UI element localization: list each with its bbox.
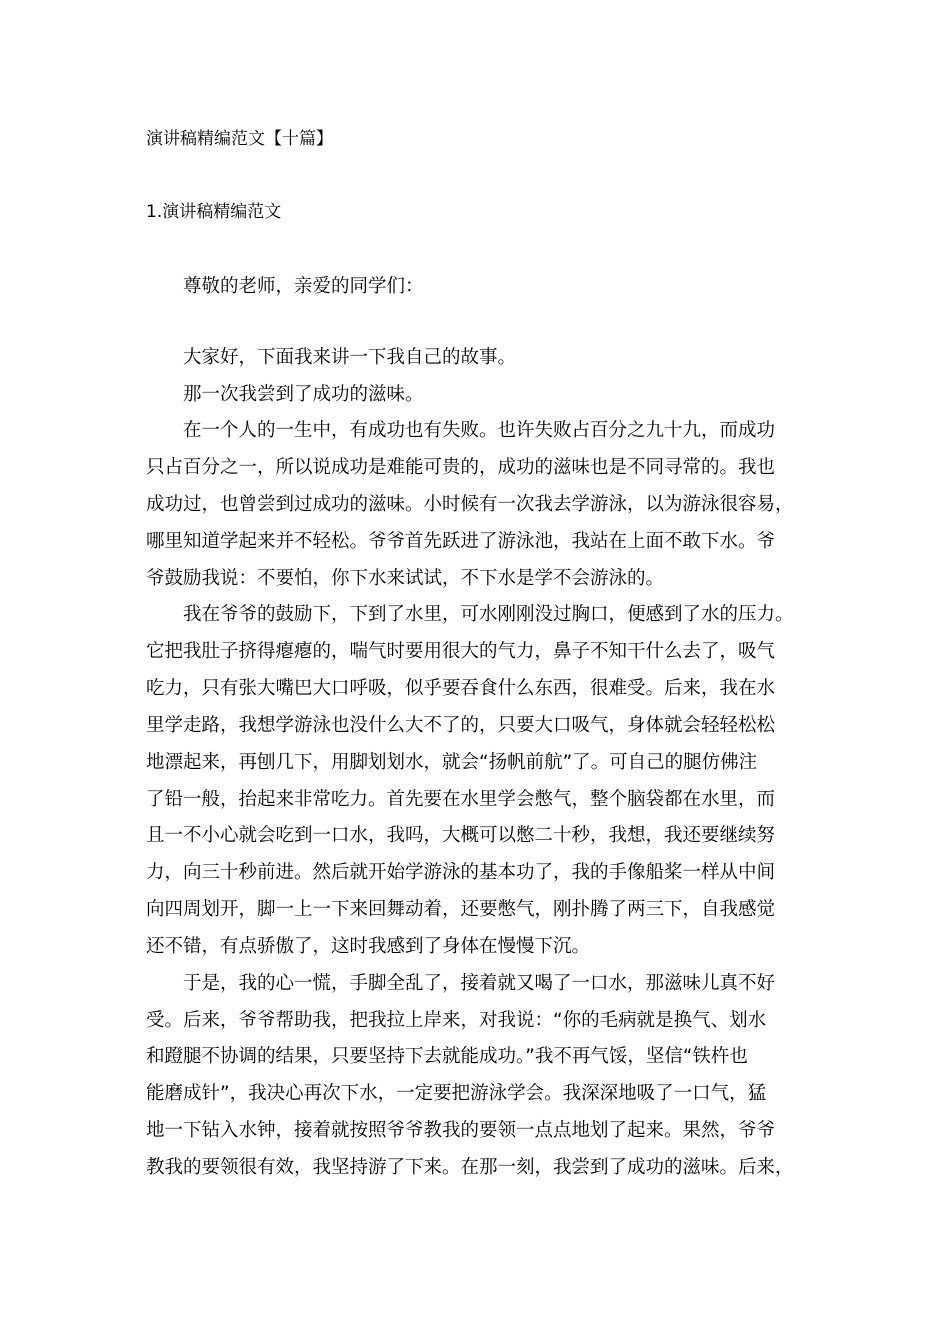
paragraph-line: 且一不小心就会吃到一口水，我吗，大概可以憋二十秒，我想，我还要继续努	[146, 825, 776, 846]
paragraph-line: 里学走路，我想学游泳也没什么大不了的，只要大口吸气，身体就会轻轻松松	[146, 715, 776, 736]
paragraph-line: 在一个人的一生中，有成功也有失败。也许失败占百分之九十九，而成功	[183, 420, 776, 441]
paragraph-line: 大家好，下面我来讲一下我自己的故事。	[183, 347, 517, 368]
paragraph-line: 那一次我尝到了成功的滋味。	[183, 384, 424, 405]
paragraph-line: 能磨成针”，我决心再次下水，一定要把游泳学会。我深深地吸了一口气，猛	[146, 1083, 767, 1104]
paragraph-line: 和蹬腿不协调的结果，只要坚持下去就能成功。”我不再气馁，坚信“铁杵也	[146, 1046, 748, 1067]
paragraph-line: 哪里知道学起来并不轻松。爷爷首先跃进了游泳池，我站在上面不敢下水。爷	[146, 531, 776, 552]
paragraph-line: 地漂起来，再刨几下，用脚划划水，就会“扬帆前航”了。可自己的腿仿佛注	[146, 752, 758, 773]
paragraph-line: 向四周划开，脚一上一下来回舞动着，还要憋气，刚扑腾了两三下，自我感觉	[146, 899, 776, 920]
paragraph-line: 我在爷爷的鼓励下，下到了水里，可水刚刚没过胸口，便感到了水的压力。	[183, 604, 794, 625]
document-title: 演讲稿精编范文【十篇】	[146, 129, 333, 149]
paragraph-line: 了铅一般，抬起来非常吃力。首先要在水里学会憋气，整个脑袋都在水里，而	[146, 789, 776, 810]
paragraph-line: 吃力，只有张大嘴巴大口呼吸，似乎要吞食什么东西，很难受。后来，我在水	[146, 678, 776, 699]
salutation-line: 尊敬的老师，亲爱的同学们：	[183, 276, 424, 297]
paragraph-line: 成功过，也曾尝到过成功的滋味。小时候有一次我去学游泳，以为游泳很容易，	[146, 494, 794, 515]
paragraph-line: 力，向三十秒前进。然后就开始学游泳的基本功了，我的手像船桨一样从中间	[146, 862, 776, 883]
paragraph-line: 爷鼓励我说：不要怕，你下水来试试，不下水是学不会游泳的。	[146, 568, 665, 589]
paragraph-line: 地一下钻入水钟，接着就按照爷爷教我的要领一点点地划了起来。果然，爷爷	[146, 1120, 776, 1141]
paragraph-line: 还不错，有点骄傲了，这时我感到了身体在慢慢下沉。	[146, 936, 591, 957]
paragraph-line: 受。后来，爷爷帮助我，把我拉上岸来，对我说：“你的毛病就是换气、划水	[146, 1010, 767, 1031]
paragraph-line: 它把我肚子挤得瘪瘪的，喘气时要用很大的气力，鼻子不知干什么去了，吸气	[146, 641, 776, 662]
section-heading: 1.演讲稿精编范文	[146, 202, 282, 222]
paragraph-line: 于是，我的心一慌，手脚全乱了，接着就又喝了一口水，那滋味儿真不好	[183, 973, 776, 994]
paragraph-line: 教我的要领很有效，我坚持游了下来。在那一刻，我尝到了成功的滋味。后来，	[146, 1157, 794, 1178]
paragraph-line: 只占百分之一，所以说成功是难能可贵的，成功的滋味也是不同寻常的。我也	[146, 457, 776, 478]
